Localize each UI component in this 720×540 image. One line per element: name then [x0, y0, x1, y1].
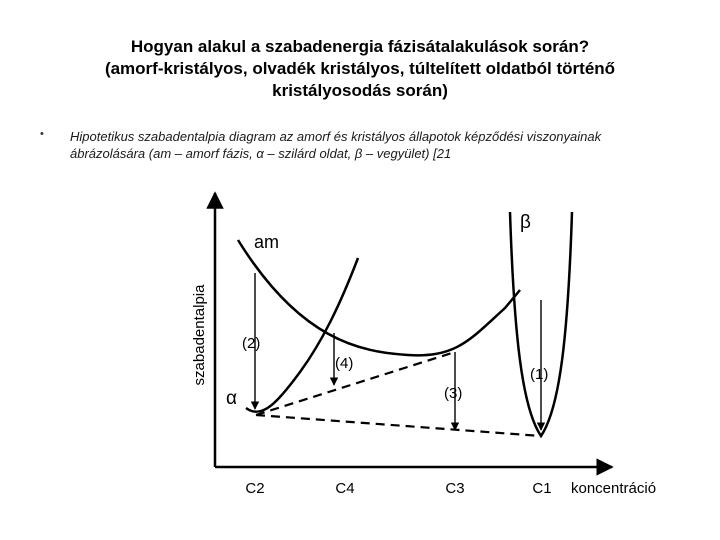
tick-c1: C1: [532, 480, 552, 497]
tangent-alpha-am: [256, 352, 455, 415]
tick-c3: C3: [445, 480, 465, 497]
tick-c4: C4: [335, 480, 355, 497]
tangent-alpha-beta: [256, 415, 541, 436]
marker-2: (2): [242, 335, 261, 352]
x-axis-label: koncentráció: [571, 480, 657, 497]
y-axis-label: szabadentalpia: [191, 284, 208, 386]
label-am: am: [254, 232, 280, 252]
label-beta: β: [520, 212, 531, 233]
title-line-3: kristályosodás során): [272, 81, 448, 100]
bullet-marker: •: [40, 128, 44, 140]
alpha-curve: [246, 258, 358, 412]
label-alpha: α: [226, 388, 237, 409]
title-line-2: (amorf-kristályos, olvadék kristályos, túltelített oldatból történő: [104, 59, 616, 78]
title-line-1: Hogyan alakul a szabadenergia fázisátalakulások során?: [130, 37, 590, 56]
marker-3: (3): [444, 385, 463, 402]
am-curve: [238, 240, 520, 355]
marker-4: (4): [335, 355, 354, 372]
bullet-text: Hipotetikus szabadentalpia diagram az amorf és kristályos állapotok képződési viszonyainak ábrázolására (am – amorf fázis, α – szilárd oldat, β – vegyület) [21: [70, 129, 602, 161]
marker-1: (1): [530, 366, 549, 383]
tick-c2: C2: [245, 480, 265, 497]
